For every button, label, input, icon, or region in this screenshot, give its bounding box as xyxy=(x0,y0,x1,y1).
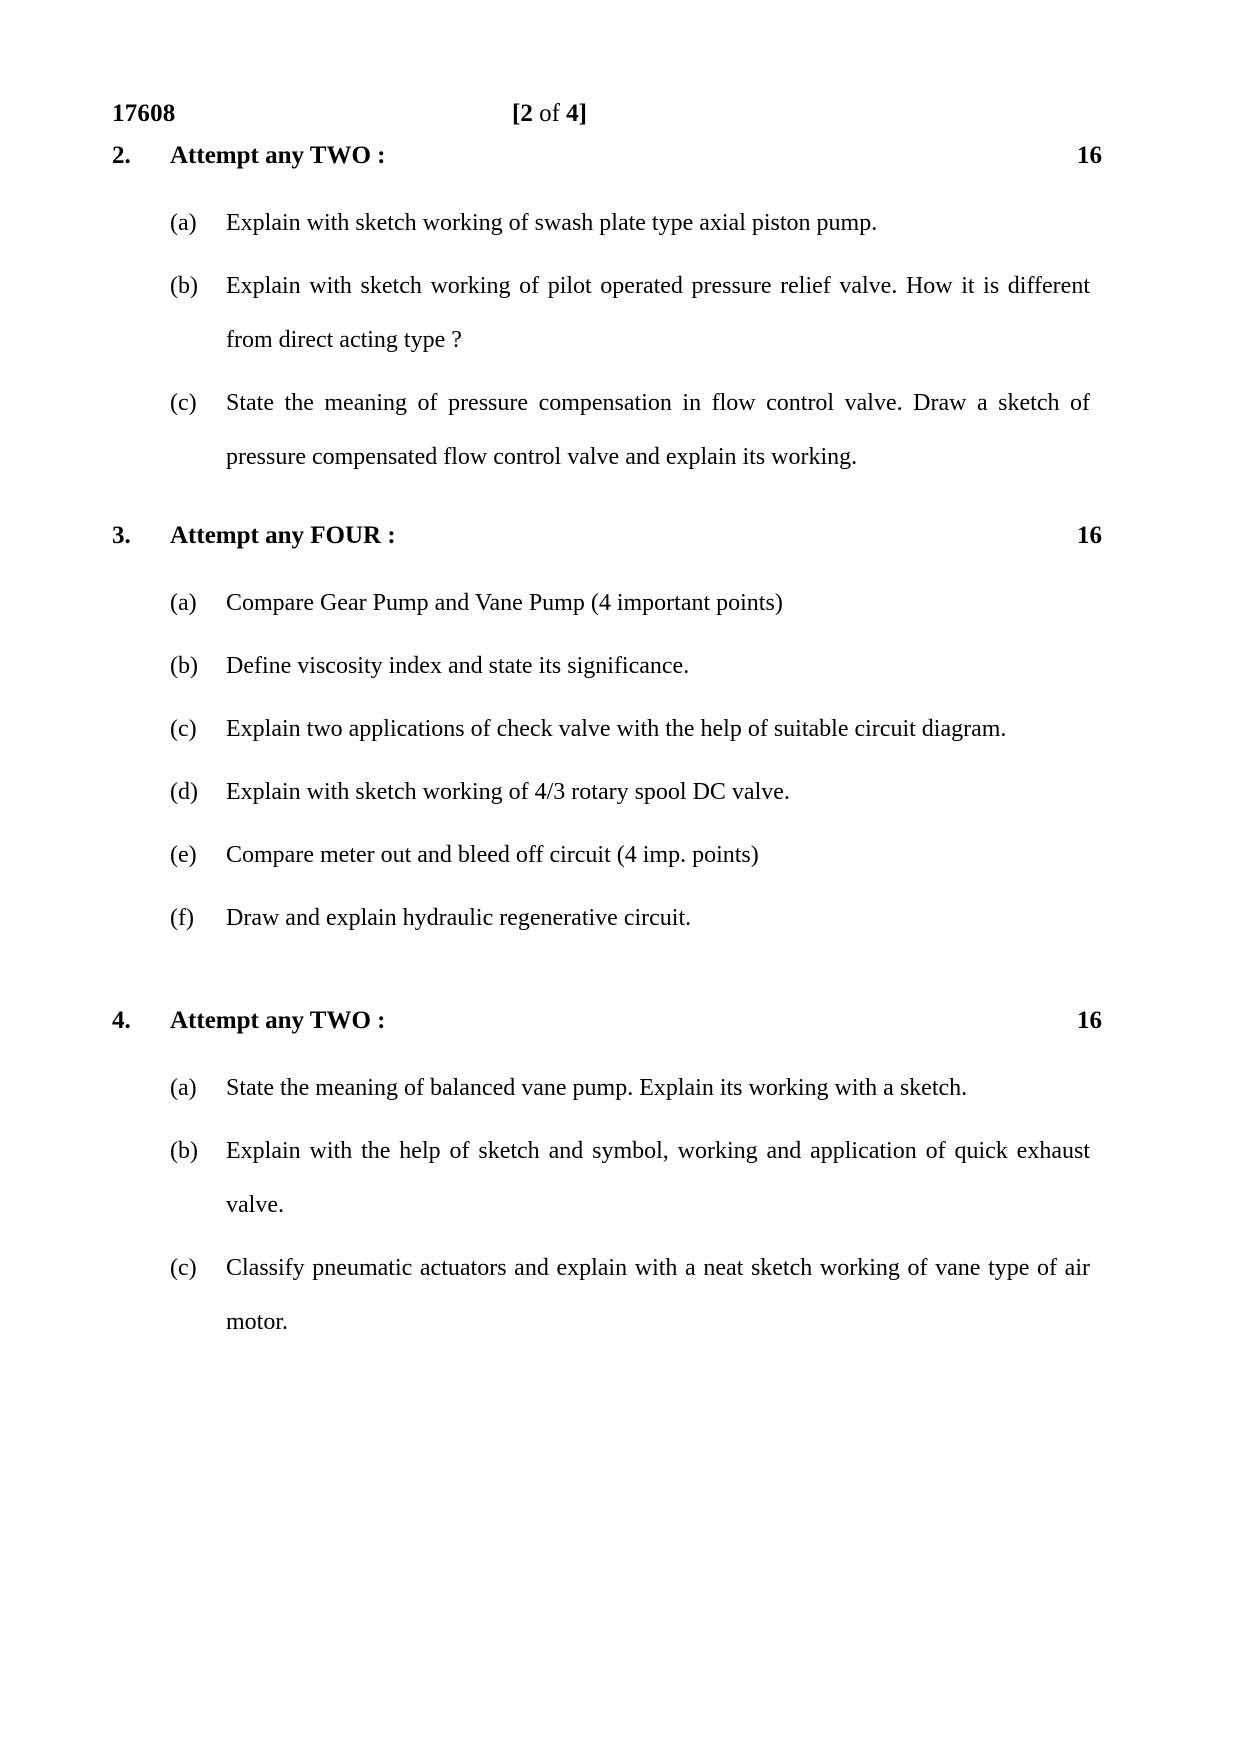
list-item xyxy=(112,259,1102,367)
question-4-title: Attempt any TWO : xyxy=(170,1007,386,1034)
page-indicator-mid: of xyxy=(532,100,567,127)
question-3-heading xyxy=(112,522,1102,562)
sub-item-label: (b) xyxy=(170,653,198,679)
sub-item-text: Compare Gear Pump and Vane Pump (4 important points) xyxy=(226,590,783,616)
list-item xyxy=(112,376,1102,484)
question-3-marks: 16 xyxy=(1077,522,1102,549)
sub-item-label: (c) xyxy=(170,390,197,416)
sub-item-text: Compare meter out and bleed off circuit (4 imp. points) xyxy=(226,842,759,868)
sub-item-text: Define viscosity index and state its significance. xyxy=(226,653,690,679)
sub-item-label: (b) xyxy=(170,1138,198,1164)
list-item xyxy=(112,828,1102,882)
question-3-title: Attempt any FOUR : xyxy=(170,522,396,549)
sub-item-label: (a) xyxy=(170,590,197,616)
sub-item-text: State the meaning of pressure compensation in flow control valve. Draw a sketch of pressure compensated flow control valve and explain its working. xyxy=(226,390,1090,470)
sub-item-label: (c) xyxy=(170,716,197,742)
question-2-heading xyxy=(112,142,1102,182)
question-2-title: Attempt any TWO : xyxy=(170,142,386,169)
sub-item-text: Explain with sketch working of pilot operated pressure relief valve. How it is different from direct acting type ? xyxy=(226,273,1090,353)
sub-item-text: Explain with sketch working of swash plate type axial piston pump. xyxy=(226,210,878,236)
sub-item-label: (d) xyxy=(170,779,198,805)
page-indicator xyxy=(512,100,587,128)
sub-item-label: (a) xyxy=(170,210,197,236)
sub-item-text: Draw and explain hydraulic regenerative circuit. xyxy=(226,905,692,931)
list-item xyxy=(112,702,1102,756)
list-item xyxy=(112,1241,1102,1349)
sub-item-label: (a) xyxy=(170,1075,197,1101)
sub-item-text: Explain with sketch working of 4/3 rotary spool DC valve. xyxy=(226,779,790,805)
question-4-heading xyxy=(112,1007,1102,1047)
sub-item-text: Classify pneumatic actuators and explain with a neat sketch working of vane type of air motor. xyxy=(226,1255,1090,1335)
question-block-3 xyxy=(112,522,1102,954)
sub-item-text: Explain two applications of check valve with the help of suitable circuit diagram. xyxy=(226,716,1007,742)
page-indicator-close: 4] xyxy=(566,100,587,127)
sub-item-label: (c) xyxy=(170,1255,197,1281)
question-block-2 xyxy=(112,142,1102,493)
paper-code: 17608 xyxy=(112,100,176,127)
sub-item-text: State the meaning of balanced vane pump. Explain its working with a sketch. xyxy=(226,1075,968,1101)
question-4-number: 4. xyxy=(112,1007,131,1034)
list-item xyxy=(112,639,1102,693)
question-block-4 xyxy=(112,1007,1102,1358)
sub-item-text: Explain with the help of sketch and symbol, working and application of quick exhaust valve. xyxy=(226,1138,1090,1218)
question-3-number: 3. xyxy=(112,522,131,549)
sub-item-label: (b) xyxy=(170,273,198,299)
list-item xyxy=(112,891,1102,945)
list-item xyxy=(112,1124,1102,1232)
question-2-marks: 16 xyxy=(1077,142,1102,169)
page-header xyxy=(112,100,1112,134)
list-item xyxy=(112,576,1102,630)
sub-item-label: (e) xyxy=(170,842,197,868)
list-item xyxy=(112,765,1102,819)
sub-item-label: (f) xyxy=(170,905,194,931)
page-indicator-open: [2 xyxy=(512,100,533,127)
list-item xyxy=(112,196,1102,250)
question-2-number: 2. xyxy=(112,142,131,169)
list-item xyxy=(112,1061,1102,1115)
question-4-marks: 16 xyxy=(1077,1007,1102,1034)
